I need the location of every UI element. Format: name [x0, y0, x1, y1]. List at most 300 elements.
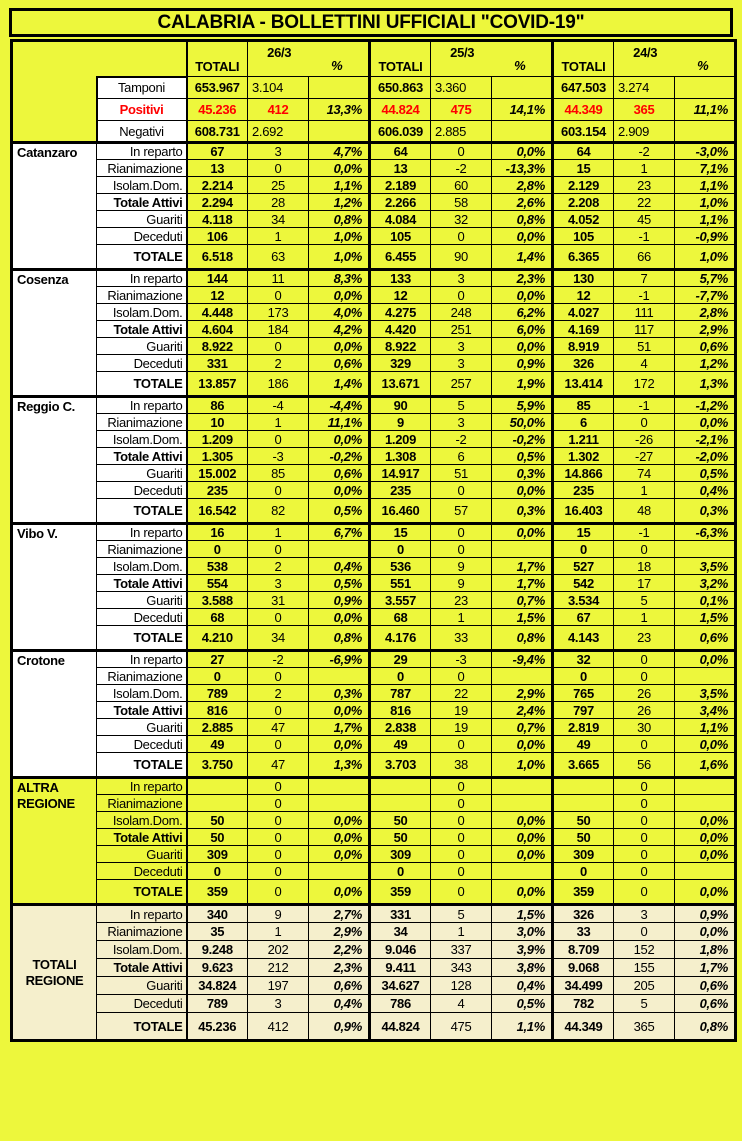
data-cell: 0: [370, 541, 431, 558]
data-cell: 16: [187, 524, 248, 541]
data-cell: -0,2%: [309, 448, 370, 465]
data-cell: 0: [614, 829, 675, 846]
data-cell: 48: [614, 499, 675, 524]
data-cell: 0,0%: [675, 414, 736, 431]
table-row: [12, 338, 736, 355]
data-cell: 0,0%: [309, 736, 370, 753]
data-cell: 0: [614, 541, 675, 558]
data-cell: 0,8%: [309, 211, 370, 228]
row-label: Isolam.Dom.: [97, 558, 187, 575]
totale-row: [12, 372, 736, 397]
data-cell: [492, 668, 553, 685]
summary-row: [12, 121, 736, 143]
data-cell: 1,0%: [309, 228, 370, 245]
data-cell: 0: [431, 524, 492, 541]
data-cell: 26: [614, 702, 675, 719]
data-cell: 31: [248, 592, 309, 609]
data-cell: 34.627: [370, 977, 431, 995]
data-cell: 0: [248, 880, 309, 905]
summary-cell: 3.360: [431, 77, 492, 99]
data-cell: 4: [431, 995, 492, 1013]
data-cell: 331: [370, 905, 431, 923]
data-cell: 4.027: [553, 304, 614, 321]
data-cell: 0: [248, 287, 309, 304]
data-cell: 205: [614, 977, 675, 995]
col-header-pct: %: [514, 58, 526, 73]
data-cell: 57: [431, 499, 492, 524]
data-cell: 0: [553, 863, 614, 880]
data-cell: 85: [248, 465, 309, 482]
data-cell: 1.211: [553, 431, 614, 448]
data-cell: 0: [248, 338, 309, 355]
summary-cell: 13,3%: [309, 99, 370, 121]
data-cell: 0: [431, 846, 492, 863]
data-cell: 29: [370, 651, 431, 668]
data-cell: [675, 668, 736, 685]
data-cell: 0,9%: [309, 1013, 370, 1041]
data-cell: 0,5%: [492, 995, 553, 1013]
data-cell: 0: [248, 482, 309, 499]
data-cell: 2.266: [370, 194, 431, 211]
data-cell: 0,4%: [492, 977, 553, 995]
data-cell: 0,0%: [492, 287, 553, 304]
row-label: TOTALE: [97, 880, 187, 905]
region-label: [12, 143, 97, 270]
data-cell: 2,8%: [675, 304, 736, 321]
data-cell: 4.084: [370, 211, 431, 228]
summary-cell: 653.967: [187, 77, 248, 99]
data-cell: -4,4%: [309, 397, 370, 414]
data-cell: 2,9%: [309, 923, 370, 941]
data-cell: 105: [370, 228, 431, 245]
data-cell: 326: [553, 355, 614, 372]
data-cell: -1,2%: [675, 397, 736, 414]
data-cell: 4,0%: [309, 304, 370, 321]
data-cell: 8.922: [370, 338, 431, 355]
data-cell: 45: [614, 211, 675, 228]
summary-cell: 45.236: [187, 99, 248, 121]
col-header-totali: TOTALI: [187, 41, 248, 77]
section-vibo-v-: [12, 524, 736, 651]
row-label: Guariti: [97, 846, 187, 863]
data-cell: 14.917: [370, 465, 431, 482]
data-cell: 13.414: [553, 372, 614, 397]
data-cell: 0: [614, 795, 675, 812]
data-cell: 1,3%: [309, 753, 370, 778]
data-cell: 1: [431, 609, 492, 626]
data-cell: 12: [553, 287, 614, 304]
data-cell: 0: [431, 863, 492, 880]
data-cell: 0: [248, 541, 309, 558]
row-label: Guariti: [97, 338, 187, 355]
data-cell: 1,7%: [309, 719, 370, 736]
data-cell: 257: [431, 372, 492, 397]
data-cell: [309, 778, 370, 795]
data-cell: 19: [431, 702, 492, 719]
data-cell: 1,7%: [492, 575, 553, 592]
data-cell: 1.209: [187, 431, 248, 448]
data-cell: 8.709: [553, 941, 614, 959]
data-cell: 33: [431, 626, 492, 651]
data-cell: 0,0%: [309, 880, 370, 905]
data-cell: 789: [187, 995, 248, 1013]
data-cell: 782: [553, 995, 614, 1013]
row-label: Guariti: [97, 977, 187, 995]
table-row: [12, 863, 736, 880]
row-label: Rianimazione: [97, 795, 187, 812]
section-cosenza: [12, 270, 736, 397]
data-cell: 1: [614, 482, 675, 499]
row-label: Totale Attivi: [97, 194, 187, 211]
data-cell: 786: [370, 995, 431, 1013]
data-cell: 0,3%: [309, 685, 370, 702]
row-label: TOTALE: [97, 1013, 187, 1041]
data-cell: 0: [614, 863, 675, 880]
data-cell: 17: [614, 575, 675, 592]
table-row: [12, 465, 736, 482]
data-cell: 0: [431, 541, 492, 558]
data-cell: 8,3%: [309, 270, 370, 287]
table-row: [12, 592, 736, 609]
data-cell: 6: [553, 414, 614, 431]
summary-cell: 11,1%: [675, 99, 736, 121]
data-cell: [309, 541, 370, 558]
data-cell: 0,0%: [492, 829, 553, 846]
data-cell: 3.534: [553, 592, 614, 609]
summary-cell: 2.692: [248, 121, 309, 143]
data-cell: 133: [370, 270, 431, 287]
covid-table: [10, 39, 737, 1042]
data-cell: 19: [431, 719, 492, 736]
data-cell: 0,6%: [675, 977, 736, 995]
data-cell: 49: [553, 736, 614, 753]
table-row: [12, 702, 736, 719]
row-label: Deceduti: [97, 609, 187, 626]
data-cell: 3: [248, 995, 309, 1013]
data-cell: 117: [614, 321, 675, 338]
data-cell: 5,7%: [675, 270, 736, 287]
data-cell: 0,6%: [309, 977, 370, 995]
col-header-date-pct: [614, 41, 736, 77]
totale-row: [12, 1013, 736, 1041]
data-cell: 0: [614, 778, 675, 795]
data-cell: 13: [187, 160, 248, 177]
data-cell: 2.819: [553, 719, 614, 736]
data-cell: 18: [614, 558, 675, 575]
data-cell: 23: [614, 177, 675, 194]
data-cell: 130: [553, 270, 614, 287]
data-cell: 551: [370, 575, 431, 592]
data-cell: 343: [431, 959, 492, 977]
data-cell: 28: [248, 194, 309, 211]
data-cell: 0,0%: [675, 846, 736, 863]
data-cell: 33: [553, 923, 614, 941]
row-label: Isolam.Dom.: [97, 812, 187, 829]
data-cell: 4.169: [553, 321, 614, 338]
data-cell: 1: [431, 923, 492, 941]
data-cell: 16.403: [553, 499, 614, 524]
row-label: TOTALE: [97, 753, 187, 778]
table-row: [12, 812, 736, 829]
table-row: [12, 923, 736, 941]
summary-cell: 2.909: [614, 121, 675, 143]
data-cell: 4.143: [553, 626, 614, 651]
data-cell: 309: [187, 846, 248, 863]
data-cell: 0: [248, 736, 309, 753]
data-cell: 26: [614, 685, 675, 702]
data-cell: -1: [614, 524, 675, 541]
data-cell: [492, 863, 553, 880]
data-cell: 0,8%: [309, 626, 370, 651]
col-header-pct: %: [331, 58, 343, 73]
data-cell: 1,0%: [492, 753, 553, 778]
region-label: [12, 905, 97, 1041]
data-cell: 1,2%: [309, 194, 370, 211]
data-cell: [309, 668, 370, 685]
table-row: [12, 905, 736, 923]
section-altra-regione: [12, 778, 736, 905]
data-cell: 0,6%: [675, 995, 736, 1013]
table-row: [12, 668, 736, 685]
data-cell: 0,0%: [309, 160, 370, 177]
data-cell: [675, 778, 736, 795]
data-cell: 1: [248, 228, 309, 245]
data-cell: 0,0%: [309, 609, 370, 626]
col-header-totali: TOTALI: [553, 41, 614, 77]
data-cell: 0,6%: [675, 338, 736, 355]
data-cell: 329: [370, 355, 431, 372]
table-row: [12, 846, 736, 863]
table-row: [12, 355, 736, 372]
data-cell: [492, 778, 553, 795]
data-cell: 111: [614, 304, 675, 321]
data-cell: 309: [370, 846, 431, 863]
data-cell: 4: [614, 355, 675, 372]
summary-cell: 475: [431, 99, 492, 121]
summary-cell: 606.039: [370, 121, 431, 143]
data-cell: 56: [614, 753, 675, 778]
data-cell: [370, 778, 431, 795]
row-label: In reparto: [97, 778, 187, 795]
data-cell: 34: [248, 626, 309, 651]
data-cell: 1,1%: [492, 1013, 553, 1041]
data-cell: 67: [187, 143, 248, 160]
row-label: Guariti: [97, 211, 187, 228]
table-row: [12, 143, 736, 160]
data-cell: 2,6%: [492, 194, 553, 211]
summary-row-label: Tamponi: [97, 77, 187, 99]
data-cell: 3.588: [187, 592, 248, 609]
summary-cell: 608.731: [187, 121, 248, 143]
data-cell: 155: [614, 959, 675, 977]
data-cell: 0,0%: [492, 228, 553, 245]
table-row: [12, 304, 736, 321]
data-cell: 475: [431, 1013, 492, 1041]
data-cell: 8.919: [553, 338, 614, 355]
table-row: [12, 719, 736, 736]
data-cell: 58: [431, 194, 492, 211]
data-cell: 765: [553, 685, 614, 702]
data-cell: 50,0%: [492, 414, 553, 431]
data-cell: 0,0%: [309, 702, 370, 719]
data-cell: 9: [248, 905, 309, 923]
data-cell: 1.302: [553, 448, 614, 465]
data-cell: 1,1%: [675, 211, 736, 228]
data-cell: 34: [248, 211, 309, 228]
data-cell: 0: [614, 668, 675, 685]
row-label: In reparto: [97, 397, 187, 414]
data-cell: 7,1%: [675, 160, 736, 177]
row-label: Isolam.Dom.: [97, 177, 187, 194]
data-cell: 527: [553, 558, 614, 575]
summary-cell: 647.503: [553, 77, 614, 99]
row-label: Totale Attivi: [97, 321, 187, 338]
data-cell: 235: [553, 482, 614, 499]
table-row: [12, 211, 736, 228]
summary-cell: 365: [614, 99, 675, 121]
data-cell: 1.308: [370, 448, 431, 465]
data-cell: 0,0%: [309, 431, 370, 448]
data-cell: 3,5%: [675, 558, 736, 575]
summary-block: [12, 77, 736, 143]
data-cell: 5: [614, 995, 675, 1013]
data-cell: 0: [370, 668, 431, 685]
data-cell: 6,0%: [492, 321, 553, 338]
data-cell: 542: [553, 575, 614, 592]
data-cell: 0: [431, 795, 492, 812]
data-cell: 16.460: [370, 499, 431, 524]
data-cell: 6.365: [553, 245, 614, 270]
data-cell: -7,7%: [675, 287, 736, 304]
data-cell: 44.824: [370, 1013, 431, 1041]
data-cell: 144: [187, 270, 248, 287]
data-cell: 3: [248, 143, 309, 160]
data-cell: 4.604: [187, 321, 248, 338]
data-cell: 197: [248, 977, 309, 995]
data-cell: 15.002: [187, 465, 248, 482]
data-cell: 1,8%: [675, 941, 736, 959]
data-cell: 1,0%: [675, 194, 736, 211]
table-row: [12, 482, 736, 499]
data-cell: 1,5%: [492, 905, 553, 923]
data-cell: 0: [248, 160, 309, 177]
data-cell: 6.455: [370, 245, 431, 270]
table-row: [12, 941, 736, 959]
data-cell: 2.214: [187, 177, 248, 194]
data-cell: 49: [370, 736, 431, 753]
row-label: Isolam.Dom.: [97, 685, 187, 702]
data-cell: 90: [431, 245, 492, 270]
data-cell: 251: [431, 321, 492, 338]
data-cell: 0,0%: [309, 812, 370, 829]
data-cell: 2: [248, 558, 309, 575]
data-cell: 152: [614, 941, 675, 959]
data-cell: 5: [431, 397, 492, 414]
data-cell: 0: [431, 880, 492, 905]
row-label: Guariti: [97, 592, 187, 609]
data-cell: 0,0%: [675, 880, 736, 905]
data-cell: 3: [431, 414, 492, 431]
data-cell: 9.046: [370, 941, 431, 959]
row-label: TOTALE: [97, 245, 187, 270]
data-cell: 85: [553, 397, 614, 414]
data-cell: 1.305: [187, 448, 248, 465]
data-cell: 3,0%: [492, 923, 553, 941]
table-row: [12, 524, 736, 541]
row-label: Rianimazione: [97, 541, 187, 558]
row-label: Rianimazione: [97, 923, 187, 941]
data-cell: 4.118: [187, 211, 248, 228]
data-cell: 7: [614, 270, 675, 287]
row-label: TOTALE: [97, 626, 187, 651]
data-cell: 0: [431, 812, 492, 829]
data-cell: 60: [431, 177, 492, 194]
region-label-line: Cosenza: [17, 272, 69, 287]
row-label: Totale Attivi: [97, 959, 187, 977]
data-cell: 0,7%: [492, 592, 553, 609]
row-label: In reparto: [97, 270, 187, 287]
data-cell: 0,0%: [492, 482, 553, 499]
summary-cell: 2.885: [431, 121, 492, 143]
table-header: [12, 41, 736, 77]
summary-cell: 44.824: [370, 99, 431, 121]
region-label-line: Crotone: [17, 653, 65, 668]
table-row: [12, 651, 736, 668]
data-cell: 0: [248, 846, 309, 863]
data-cell: 787: [370, 685, 431, 702]
data-cell: 82: [248, 499, 309, 524]
section-crotone: [12, 651, 736, 778]
table-row: [12, 270, 736, 287]
data-cell: 38: [431, 753, 492, 778]
data-cell: 14.866: [553, 465, 614, 482]
data-cell: 0: [431, 143, 492, 160]
data-cell: 173: [248, 304, 309, 321]
data-cell: 2.294: [187, 194, 248, 211]
table-row: [12, 736, 736, 753]
table-row: [12, 795, 736, 812]
data-cell: 235: [187, 482, 248, 499]
data-cell: 0: [614, 846, 675, 863]
data-cell: 326: [553, 905, 614, 923]
title-bar: [9, 8, 733, 37]
table-row: [12, 575, 736, 592]
data-cell: 2: [248, 685, 309, 702]
summary-cell: 603.154: [553, 121, 614, 143]
region-label: [12, 524, 97, 651]
data-cell: 0,0%: [675, 736, 736, 753]
data-cell: 105: [553, 228, 614, 245]
col-header-date: 24/3: [633, 45, 658, 60]
section-reggio-c-: [12, 397, 736, 524]
data-cell: 74: [614, 465, 675, 482]
data-cell: 49: [187, 736, 248, 753]
data-cell: [675, 795, 736, 812]
data-cell: 13: [370, 160, 431, 177]
data-cell: 1,7%: [492, 558, 553, 575]
data-cell: -1: [614, 287, 675, 304]
row-label: TOTALE: [97, 372, 187, 397]
data-cell: 0: [248, 829, 309, 846]
data-cell: 816: [187, 702, 248, 719]
row-label: In reparto: [97, 524, 187, 541]
data-cell: 172: [614, 372, 675, 397]
data-cell: 6: [431, 448, 492, 465]
data-cell: -27: [614, 448, 675, 465]
data-cell: 0: [370, 863, 431, 880]
col-header-date: 26/3: [267, 45, 292, 60]
data-cell: 50: [370, 829, 431, 846]
